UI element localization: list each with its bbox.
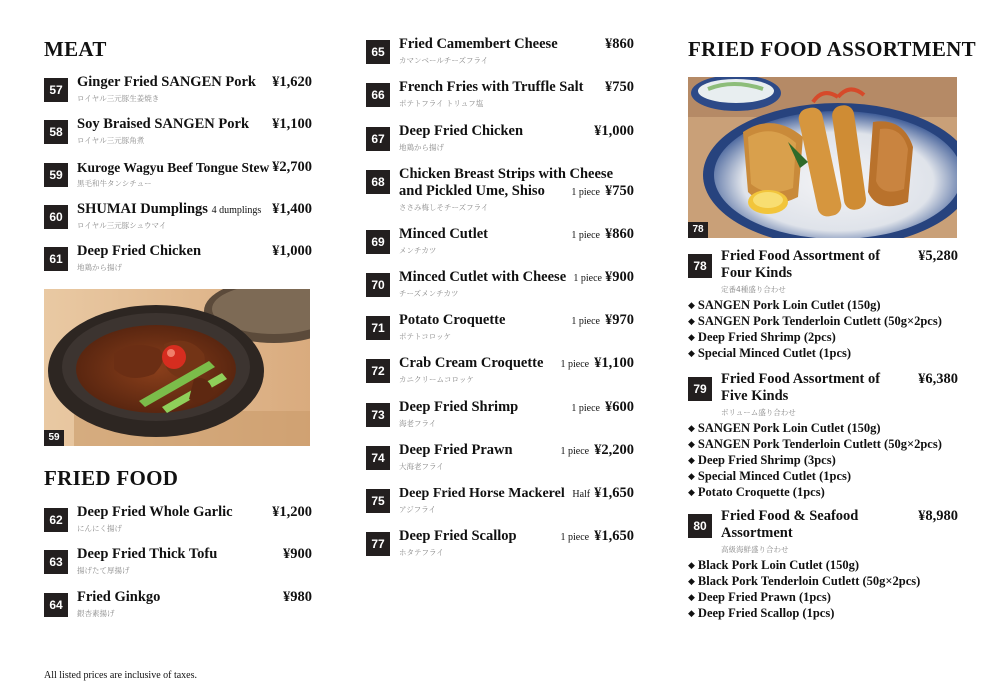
item-number-badge: 58	[44, 120, 68, 144]
contents-item: ◆ Special Minced Cutlet (1pcs)	[688, 346, 942, 362]
item-price: ¥980	[283, 589, 312, 605]
photo-number-tag: 78	[688, 222, 708, 238]
item-name: Fried Food & Seafood Assortment	[721, 508, 859, 541]
item-name: Chicken Breast Strips with Cheese and Pickled Ume, Shiso	[399, 166, 614, 199]
item-quantity: Half	[572, 489, 591, 500]
contents-item: ◆ Black Pork Tenderloin Cutlett (50g×2pcs)	[688, 574, 920, 590]
item-japanese-name: ロイヤル三元豚角煮	[77, 136, 145, 145]
item-quantity: 1 piece	[571, 316, 600, 327]
item-number-badge: 79	[688, 377, 712, 401]
item-japanese-name: 地鶏から揚げ	[77, 263, 122, 272]
item-name: Fried Food Assortment of Four Kinds	[721, 248, 881, 281]
item-name: French Fries with Truffle Salt	[399, 79, 584, 95]
stew-illustration	[44, 289, 310, 446]
item-price: ¥1,200	[272, 504, 312, 520]
item-price: ¥1,000	[594, 123, 634, 139]
contents-item: ◆ Deep Fried Scallop (1pcs)	[688, 606, 920, 622]
item-price: ¥1,400	[272, 201, 312, 217]
contents-item: ◆ SANGEN Pork Loin Cutlet (150g)	[688, 298, 942, 314]
item-name: Deep Fried Chicken	[399, 123, 524, 139]
item-name: Potato Croquette	[399, 312, 506, 328]
item-quantity: 1 piece	[571, 230, 600, 241]
assortment-contents-list	[688, 298, 942, 362]
item-number-badge: 69	[366, 230, 390, 254]
item-japanese-name: ポテトフライ トリュフ塩	[399, 99, 484, 108]
item-price: ¥860	[605, 36, 634, 52]
item-number-badge: 78	[688, 254, 712, 278]
item-japanese-name: カマンベールチーズフライ	[399, 56, 489, 65]
assortment-contents-list	[688, 421, 942, 501]
item-japanese-name: 銀杏素揚げ	[77, 609, 115, 618]
item-price: 1 piece ¥860	[571, 226, 634, 242]
item-japanese-name: メンチカツ	[399, 246, 437, 255]
item-japanese-name: ボリューム盛り合わせ	[721, 408, 796, 417]
item-number-badge: 57	[44, 78, 68, 102]
item-quantity: 1 piece	[571, 403, 600, 414]
item-name: Kuroge Wagyu Beef Tongue Stew	[77, 160, 270, 175]
item-japanese-name: ホタテフライ	[399, 548, 444, 557]
contents-item: ◆ Deep Fried Shrimp (2pcs)	[688, 330, 942, 346]
contents-item: ◆ Black Pork Loin Cutlet (150g)	[688, 558, 920, 574]
section-title-meat: MEAT	[44, 37, 107, 61]
item-price: 1 piece ¥600	[571, 399, 634, 415]
item-japanese-name: にんにく揚げ	[77, 524, 122, 533]
item-name: Deep Fried Thick Tofu	[77, 546, 218, 562]
item-name: Deep Fried Shrimp	[399, 399, 519, 415]
item-price: 1 piece ¥1,650	[560, 528, 634, 544]
fried-assortment-photo	[688, 77, 957, 238]
item-name: Fried Ginkgo	[77, 589, 161, 605]
item-price: 1 piece ¥900	[573, 269, 634, 285]
item-price: Half ¥1,650	[572, 485, 634, 501]
fried-assortment-illustration	[688, 77, 957, 238]
item-number-badge: 64	[44, 593, 68, 617]
section-title-fried-food: FRIED FOOD	[44, 466, 179, 490]
item-japanese-name: ロイヤル三元豚シュウマイ	[77, 221, 167, 230]
item-price: ¥1,100	[272, 116, 312, 132]
item-number-badge: 72	[366, 359, 390, 383]
item-note: 4 dumplings	[211, 205, 262, 216]
item-number-badge: 60	[44, 205, 68, 229]
beef-tongue-stew-photo	[44, 289, 310, 446]
item-name: Ginger Fried SANGEN Pork	[77, 74, 256, 90]
item-name: Minced Cutlet with Cheese	[399, 269, 567, 285]
item-price: ¥900	[283, 546, 312, 562]
item-quantity: 1 piece	[573, 273, 602, 284]
item-price: 1 piece ¥750	[571, 183, 634, 199]
item-quantity: 1 piece	[560, 359, 590, 370]
item-japanese-name: 定番4種盛り合わせ	[721, 285, 786, 294]
item-number-badge: 59	[44, 163, 68, 187]
item-quantity: 1 piece	[560, 446, 590, 457]
item-japanese-name: ロイヤル三元豚生姜焼き	[77, 94, 160, 103]
item-japanese-name: カニクリームコロッケ	[399, 375, 474, 384]
item-number-badge: 61	[44, 247, 68, 271]
contents-item: ◆ SANGEN Pork Tenderloin Cutlett (50g×2pcs)	[688, 314, 942, 330]
item-name: SHUMAI Dumplings 4 dumplings	[77, 201, 262, 217]
item-price: ¥8,980	[918, 508, 958, 524]
item-quantity: 1 piece	[571, 187, 600, 198]
item-number-badge: 68	[366, 170, 390, 194]
item-name: Deep Fried Chicken	[77, 243, 202, 259]
item-number-badge: 74	[366, 446, 390, 470]
contents-item: ◆ Deep Fried Shrimp (3pcs)	[688, 453, 942, 469]
item-name: Deep Fried Whole Garlic	[77, 504, 233, 520]
item-number-badge: 62	[44, 508, 68, 532]
item-number-badge: 73	[366, 403, 390, 427]
item-number-badge: 67	[366, 127, 390, 151]
assortment-contents-list	[688, 558, 920, 622]
item-price: ¥5,280	[918, 248, 958, 264]
item-number-badge: 66	[366, 83, 390, 107]
item-name: Crab Cream Croquette	[399, 355, 544, 371]
item-japanese-name: 黒毛和牛タンシチュー	[77, 179, 152, 188]
item-japanese-name: 揚げたて厚揚げ	[77, 566, 130, 575]
item-number-badge: 80	[688, 514, 712, 538]
item-japanese-name: チーズメンチカツ	[399, 289, 459, 298]
item-price: 1 piece ¥1,100	[560, 355, 634, 371]
item-number-badge: 63	[44, 550, 68, 574]
item-price: ¥2,700	[272, 159, 312, 175]
item-name: Soy Braised SANGEN Pork	[77, 116, 250, 132]
item-price: 1 piece ¥2,200	[560, 442, 634, 458]
item-name: Fried Food Assortment of Five Kinds	[721, 371, 881, 404]
contents-item: ◆ Potato Croquette (1pcs)	[688, 485, 942, 501]
section-title-fried-food-assortment: FRIED FOOD ASSORTMENT	[688, 37, 976, 61]
item-number-badge: 65	[366, 40, 390, 64]
photo-number-tag: 59	[44, 430, 64, 446]
item-name: Deep Fried Scallop	[399, 528, 517, 544]
item-price: 1 piece ¥970	[571, 312, 634, 328]
item-number-badge: 71	[366, 316, 390, 340]
item-price: ¥1,620	[272, 74, 312, 90]
contents-item: ◆ Special Minced Cutlet (1pcs)	[688, 469, 942, 485]
item-japanese-name: 大海老フライ	[399, 462, 444, 471]
item-price: ¥1,000	[272, 243, 312, 259]
item-quantity: 1 piece	[560, 532, 590, 543]
item-japanese-name: ささみ梅しそチーズフライ	[399, 203, 489, 212]
item-name: Minced Cutlet	[399, 226, 488, 242]
item-japanese-name: 海老フライ	[399, 419, 437, 428]
contents-item: ◆ SANGEN Pork Tenderloin Cutlett (50g×2pcs)	[688, 437, 942, 453]
contents-item: ◆ SANGEN Pork Loin Cutlet (150g)	[688, 421, 942, 437]
contents-item: ◆ Deep Fried Prawn (1pcs)	[688, 590, 920, 606]
item-number-badge: 70	[366, 273, 390, 297]
item-japanese-name: 高級海鮮盛り合わせ	[721, 545, 789, 554]
item-japanese-name: アジフライ	[399, 505, 436, 514]
item-number-badge: 77	[366, 532, 390, 556]
item-price: ¥750	[605, 79, 634, 95]
item-name: Deep Fried Prawn	[399, 442, 513, 458]
tax-notice: All listed prices are inclusive of taxes.	[44, 670, 198, 681]
item-number-badge: 75	[366, 489, 390, 513]
item-name: Deep Fried Horse Mackerel	[399, 486, 565, 501]
item-japanese-name: 地鶏から揚げ	[399, 143, 444, 152]
item-name: Fried Camembert Cheese	[399, 36, 558, 52]
item-japanese-name: ポテトコロッケ	[399, 332, 452, 341]
item-price: ¥6,380	[918, 371, 958, 387]
